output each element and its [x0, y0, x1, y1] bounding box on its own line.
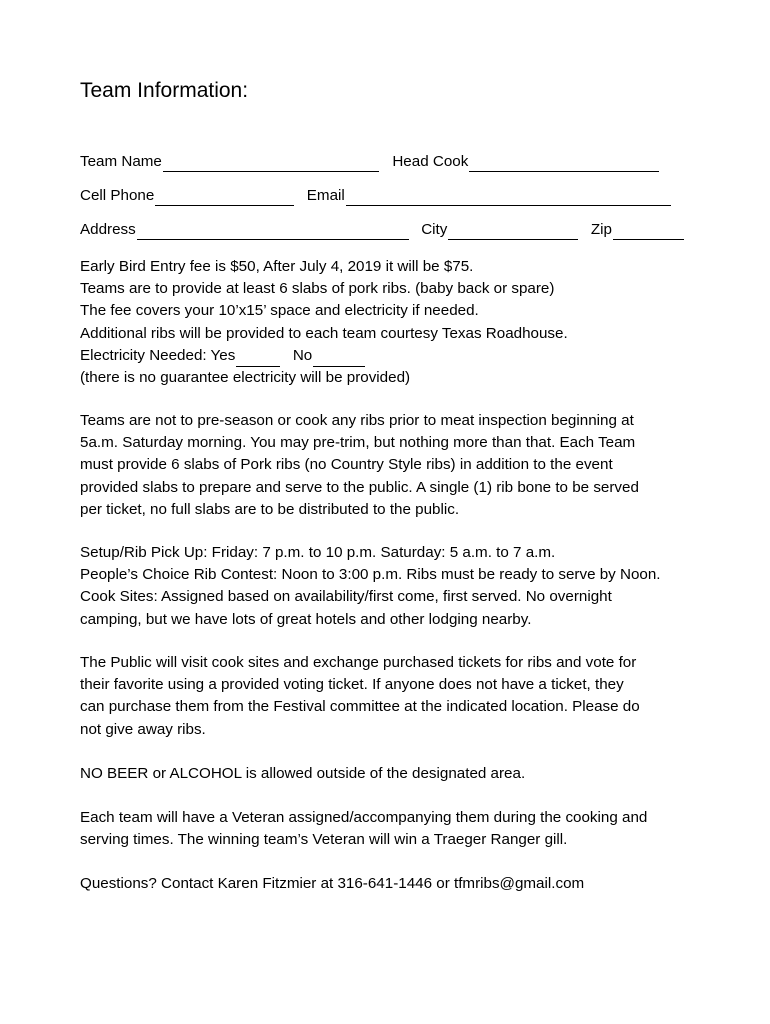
veteran-line: Each team will have a Veteran assigned/accompanying them during the cooking and: [80, 809, 648, 826]
rules-line: provided slabs to prepare and serve to the public. A single (1) rib bone to be served: [80, 478, 639, 496]
head-cook-label: Head Cook: [392, 153, 469, 170]
email-field[interactable]: [346, 191, 671, 206]
electricity-note: (there is no guarantee electricity will be provided): [80, 369, 411, 387]
rules-paragraph: [80, 410, 700, 521]
electricity-row: [80, 345, 700, 367]
fee-covers-text: The fee covers your 10’x15’ space and electricity if needed.: [80, 302, 479, 320]
cell-phone-field[interactable]: [155, 191, 294, 206]
electricity-yes-label: Electricity Needed: Yes: [80, 346, 236, 364]
public-line: their favorite using a provided voting ticket. If anyone does not have a ticket, they: [80, 676, 624, 694]
contact-text: Questions? Contact Karen Fitzmier at 316-641-1446 or tfmribs@gmail.com: [80, 875, 585, 892]
veteran-paragraph: [80, 807, 700, 851]
schedule-line: Cook Sites: Assigned based on availability/first come, first served. No overnight: [80, 588, 612, 606]
head-cook-field[interactable]: [469, 157, 659, 172]
city-label: City: [421, 221, 448, 238]
schedule-line: Setup/Rib Pick Up: Friday: 7 p.m. to 10 p.m. Saturday: 5 a.m. to 7 a.m.: [80, 544, 556, 561]
page-title: Team Information:: [80, 79, 249, 102]
entry-fee-text: Early Bird Entry fee is $50, After July 4, 2019 it will be $75.: [80, 258, 474, 275]
zip-field[interactable]: [613, 225, 684, 240]
address-field[interactable]: [137, 225, 409, 240]
rules-line: 5a.m. Saturday morning. You may pre-trim, but nothing more than that. Each Team: [80, 434, 636, 452]
additional-ribs-text: Additional ribs will be provided to each team courtesy Texas Roadhouse.: [80, 324, 568, 342]
alcohol-notice-text: NO BEER or ALCOHOL is allowed outside of the designated area.: [80, 765, 526, 782]
team-name-row: [80, 152, 659, 172]
rules-line: per ticket, no full slabs are to be distributed to the public.: [80, 500, 460, 518]
electricity-no-field[interactable]: [313, 352, 365, 367]
contact-line: [80, 873, 700, 895]
veteran-line: serving times. The winning team’s Veteran will win a Traeger Ranger gill.: [80, 831, 568, 849]
public-line: not give away ribs.: [80, 720, 206, 738]
city-field[interactable]: [448, 225, 578, 240]
contact-row: [80, 186, 671, 206]
public-line: can purchase them from the Festival committee at the indicated location. Please do: [80, 698, 640, 716]
alcohol-notice: [80, 763, 700, 785]
electricity-yes-field[interactable]: [236, 352, 280, 367]
schedule-line: camping, but we have lots of great hotels and other lodging nearby.: [80, 610, 532, 628]
address-label: Address: [80, 221, 136, 238]
electricity-no-label: No: [292, 346, 313, 364]
team-name-label: Team Name: [80, 153, 162, 170]
team-name-field[interactable]: [163, 157, 379, 172]
email-label: Email: [306, 187, 345, 204]
entry-info-block: [80, 256, 700, 389]
schedule-paragraph: [80, 542, 700, 631]
rules-line: must provide 6 slabs of Pork ribs (no Country Style ribs) in addition to the event: [80, 456, 613, 474]
zip-label: Zip: [590, 221, 612, 238]
address-row: [80, 220, 684, 240]
rules-line: Teams are not to pre-season or cook any ribs prior to meat inspection beginning at: [80, 412, 634, 429]
public-paragraph: [80, 652, 700, 741]
pork-ribs-text: Teams are to provide at least 6 slabs of pork ribs. (baby back or spare): [80, 280, 555, 298]
cell-phone-label: Cell Phone: [80, 187, 155, 204]
schedule-line: People’s Choice Rib Contest: Noon to 3:00 p.m. Ribs must be ready to serve by Noon.: [80, 566, 661, 584]
public-line: The Public will visit cook sites and exchange purchased tickets for ribs and vote for: [80, 654, 637, 671]
